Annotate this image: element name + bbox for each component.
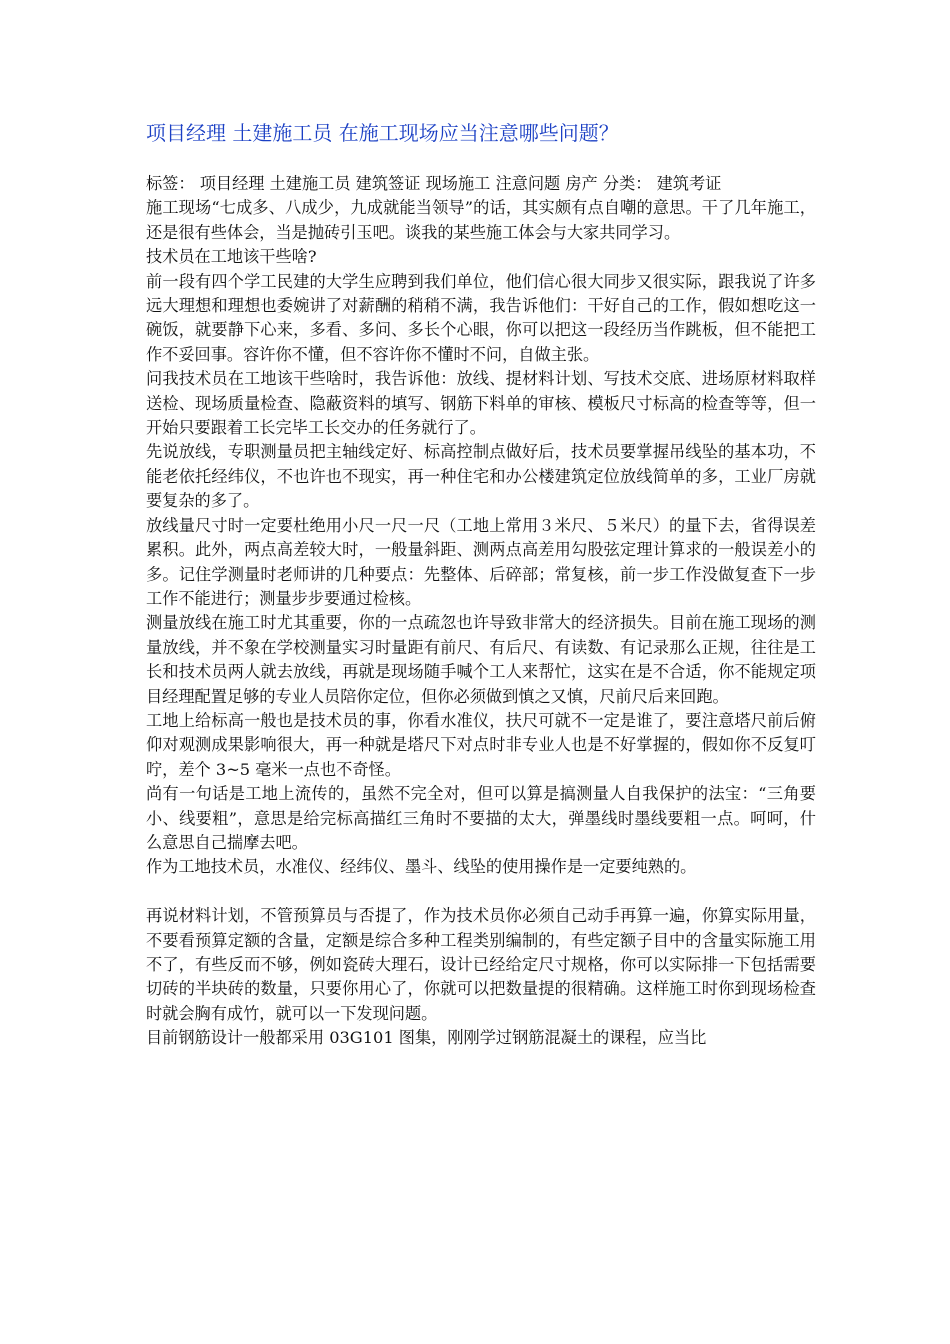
tags-line: 标签： 项目经理 土建施工员 建筑签证 现场施工 注意问题 房产 分类： 建筑考证: [146, 174, 722, 193]
paragraph: 作为工地技术员，水准仪、经纬仪、墨斗、线坠的使用操作是一定要纯熟的。: [146, 857, 697, 877]
paragraph: 问我技术员在工地该干些啥时，我告诉他：放线、提材料计划、写技术交底、进场原材料取样送检、现场质量检查、隐蔽资料的填写、钢筋下料单的审核、模板尺寸标高的检查等等，但一开始只要跟着工长完毕工长交办的任务就行了。: [146, 369, 816, 438]
document-page: [146, 118, 816, 1051]
paragraph: 尚有一句话是工地上流传的，虽然不完全对，但可以算是搞测量人自我保护的法宝：“三角要小、线要粗”，意思是给完标高描红三角时不要描的太大，弹墨线时墨线要粗一点。呵呵，什么意思自己揣摩去吧。: [146, 784, 816, 852]
paragraph: 再说材料计划，不管预算员与否提了，作为技术员你必须自己动手再算一遍，你算实际用量，不要看预算定额的含量，定额是综合多种工程类别编制的，有些定额子目中的含量实际施工用不了，有些反而不够，例如瓷砖大理石，设计已经给定尺寸规格，你可以实际排一下包括需要切砖的半块砖的数量，只要你用心了，你就可以把数量提的很精确。这样施工时你到现场检查时就会胸有成竹，就可以一下发现问题。: [146, 906, 816, 1023]
paragraph: 前一段有四个学工民建的大学生应聘到我们单位，他们信心很大同步又很实际，跟我说了许多远大理想和理想也委婉讲了对薪酬的稍稍不满，我告诉他们：干好自己的工作，假如想吃这一碗饭，就要静下心来，多看、多问、多长个心眼，你可以把这一段经历当作跳板，但不能把工作不妥回事。容许你不懂，但不容许你不懂时不问，自做主张。: [146, 271, 816, 364]
document-title: 项目经理 土建施工员 在施工现场应当注意哪些问题？: [146, 121, 619, 145]
paragraph: 先说放线，专职测量员把主轴线定好、标高控制点做好后，技术员要掌握吊线坠的基本功，不能老依托经纬仪，不也许也不现实，再一种住宅和办公楼建筑定位放线简单的多，工业厂房就要复杂的多了。: [146, 442, 816, 511]
paragraph: 目前钢筋设计一般都采用 03G101 图集，刚刚学过钢筋混凝土的课程，应当比: [146, 1028, 707, 1048]
paragraph: 测量放线在施工时尤其重要，你的一点疏忽也许导致非常大的经济损失。目前在施工现场的测量放线，并不象在学校测量实习时量距有前尺、有后尺、有读数、有记录那么正规，往往是工长和技术员两人就去放线，再就是现场随手喊个工人来帮忙，这实在是不合适，你不能规定项目经理配置足够的专业人员陪你定位，但你必须做到慎之又慎，尺前尺后来回跑。: [146, 613, 816, 706]
paragraph: 放线量尺寸时一定要杜绝用小尺一尺一尺（工地上常用３米尺、５米尺）的量下去，省得误差累积。此外，两点高差较大时，一般量斜距、测两点高差用勾股弦定理计算求的一般误差小的多。记住学测量时老师讲的几种要点：先整体、后碎部；常复核，前一步工作没做复查下一步工作不能进行；测量步步要通过检核。: [146, 515, 816, 608]
document-body: [146, 172, 816, 1051]
paragraph: 工地上给标高一般也是技术员的事，你看水准仪，扶尺可就不一定是谁了，要注意塔尺前后俯仰对观测成果影响很大，再一种就是塔尺下对点时非专业人也是不好掌握的，假如你不反复叮咛，差个 3~5 毫米一点也不奇怪。: [146, 710, 816, 779]
paragraph: 施工现场“七成多、八成少，九成就能当领导”的话，其实颇有点自嘲的意思。干了几年施工，还是很有些体会，当是抛砖引玉吧。谈我的某些施工体会与大家共同学习。: [146, 198, 816, 242]
blank-line: [146, 880, 816, 904]
section-heading: 技术员在工地该干些啥?: [146, 247, 317, 267]
